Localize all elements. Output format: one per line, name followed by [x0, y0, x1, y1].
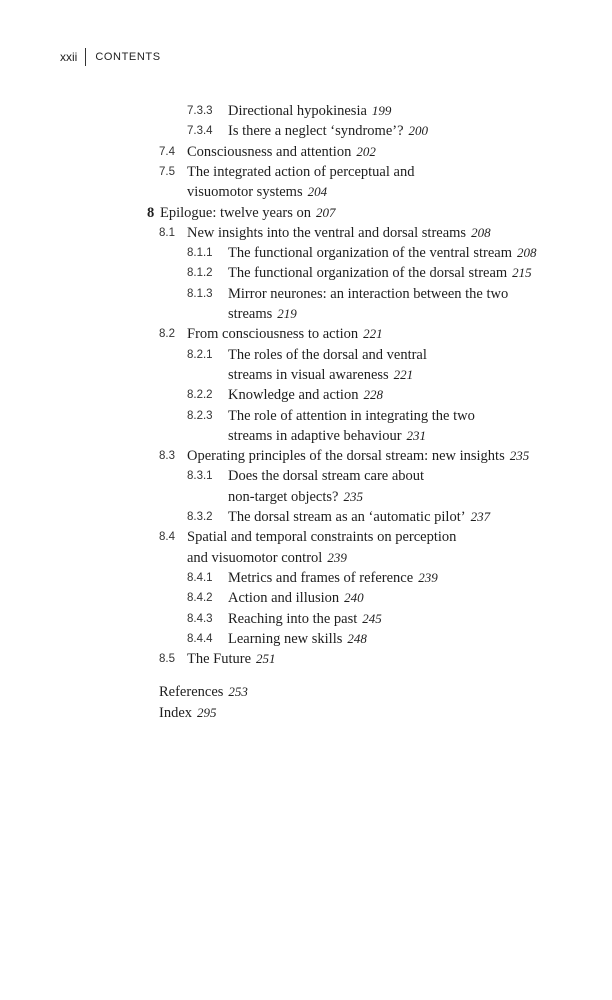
- entry-title-line: References 253: [159, 684, 248, 701]
- entry-title-line: streams in adaptive behaviour 231: [228, 427, 427, 444]
- entry-page-number: 295: [197, 704, 217, 720]
- entry-page-number: 231: [406, 427, 427, 443]
- entry-page-number: 199: [371, 103, 392, 118]
- entry-title-line: The functional organization of the ventral stream 208: [228, 245, 537, 262]
- entry-page-number: 251: [256, 651, 276, 667]
- section-number: 7.4: [159, 145, 175, 158]
- section-number: 8.4.2: [187, 592, 213, 605]
- entry-page-number: 221: [363, 326, 383, 342]
- entry-title-line: Consciousness and attention 202: [187, 143, 376, 160]
- entry-page-number: 202: [356, 143, 376, 159]
- section-number: 8.1: [159, 226, 175, 239]
- entry-page-number: 245: [362, 610, 382, 626]
- entry-title-line: The roles of the dorsal and ventral: [228, 346, 427, 363]
- section-number: 7.3.4: [187, 125, 213, 138]
- section-number: 7.5: [159, 165, 175, 178]
- entry-title-line: Metrics and frames of reference 239: [228, 569, 438, 586]
- entry-page-number: 215: [512, 265, 532, 281]
- entry-page-number: 207: [316, 204, 336, 220]
- section-number: 8.1.3: [187, 287, 213, 300]
- entry-title-line: Knowledge and action 228: [228, 387, 383, 404]
- section-number: 8.5: [159, 653, 175, 666]
- entry-title-line: The functional organization of the dorsal stream 215: [228, 265, 532, 282]
- entry-title-line: Epilogue: twelve years on 207: [160, 204, 336, 221]
- entry-page-number: 235: [343, 488, 363, 504]
- entry-title-line: The role of attention in integrating the two: [228, 407, 475, 424]
- entry-title-line: Index 295: [159, 704, 217, 721]
- entry-page-number: 219: [277, 305, 297, 321]
- entry-title-line: Operating principles of the dorsal stream: new insights 235: [187, 448, 530, 465]
- entry-title-line: Spatial and temporal constraints on perception: [187, 529, 457, 546]
- entry-page-number: 248: [347, 630, 367, 646]
- entry-title-line: streams 219: [228, 305, 297, 322]
- entry-page-number: 235: [509, 448, 530, 464]
- entry-title-line: New insights into the ventral and dorsal streams 208: [187, 224, 491, 241]
- entry-title-line: visuomotor systems 204: [187, 184, 328, 201]
- section-number: 8.4.3: [187, 612, 213, 625]
- entry-page-number: 204: [307, 184, 328, 200]
- section-number: 8.3: [159, 450, 175, 463]
- entry-page-number: 221: [393, 366, 414, 382]
- section-number: 8.2.2: [187, 389, 213, 402]
- section-title: CONTENTS: [95, 51, 161, 63]
- entry-title-line: The integrated action of perceptual and: [187, 163, 415, 180]
- section-number: 8.1.2: [187, 267, 213, 280]
- section-number: 8.4.4: [187, 632, 213, 645]
- section-number: 8.2: [159, 328, 175, 341]
- entry-page-number: 208: [517, 245, 537, 261]
- entry-title-line: and visuomotor control 239: [187, 549, 347, 566]
- entry-title-line: From consciousness to action 221: [187, 326, 383, 343]
- section-number: 8.2.3: [187, 409, 213, 422]
- entry-page-number: 228: [363, 387, 383, 403]
- section-number: 8.3.2: [187, 511, 213, 523]
- entry-page-number: 237: [470, 509, 491, 524]
- section-number: 8.2.1: [187, 348, 213, 361]
- section-number: 8.4.1: [187, 571, 213, 584]
- entry-page-number: 200: [408, 123, 429, 139]
- entry-page-number: 239: [327, 549, 347, 565]
- entry-title-line: The Future 251: [187, 651, 276, 668]
- entry-page-number: 208: [471, 224, 491, 240]
- entry-title-line: Does the dorsal stream care about: [228, 468, 425, 485]
- entry-title-line: Mirror neurones: an interaction between the two: [228, 285, 509, 302]
- page-number: xxii: [60, 50, 78, 64]
- entry-title-line: The dorsal stream as an ‘automatic pilot’ 237: [228, 509, 491, 525]
- entry-title-line: Learning new skills 248: [228, 630, 367, 647]
- section-number: 8.3.1: [187, 470, 213, 483]
- entry-title-line: Directional hypokinesia 199: [228, 103, 392, 119]
- entry-title-line: Is there a neglect ‘syndrome’? 200: [228, 123, 429, 140]
- entry-title-line: Action and illusion 240: [228, 590, 364, 607]
- entry-page-number: 239: [418, 569, 438, 585]
- section-number: 7.3.3: [187, 105, 213, 117]
- section-number: 8: [147, 204, 155, 221]
- section-number: 8.4: [159, 531, 175, 544]
- entry-page-number: 253: [228, 684, 248, 700]
- section-number: 8.1.1: [187, 247, 213, 260]
- entry-page-number: 240: [344, 590, 364, 606]
- entry-title-line: streams in visual awareness 221: [228, 366, 414, 383]
- entry-title-line: non-target objects? 235: [228, 488, 363, 505]
- entry-title-line: Reaching into the past 245: [228, 610, 382, 627]
